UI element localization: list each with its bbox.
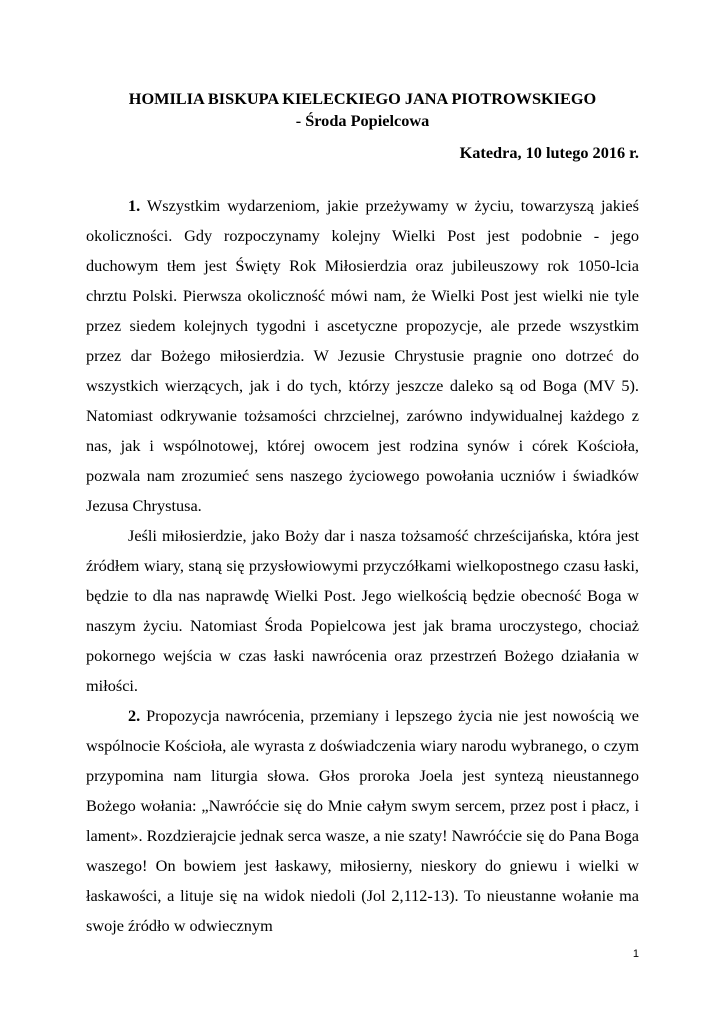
place-date: Katedra, 10 lutego 2016 r. <box>459 143 639 162</box>
paragraph-2 <box>86 521 639 701</box>
paragraph-3 <box>86 701 639 941</box>
paragraph-1 <box>86 191 639 521</box>
paragraph-number: 1. <box>128 196 141 215</box>
paragraph-text: Propozycja nawrócenia, przemiany i lepszego życia nie jest nowością we wspólnocie Kościoła, ale wyrasta z doświadczenia wiary narodu wybranego, o czym przypomina nam liturgia słowa. Głos proroka Joela jest syntezą nieustannego Bożego wołania: „Nawróćcie się do Mnie całym swym sercem, przez post i płacz, i lament». Rozdzierajcie jednak serca wasze, a nie szaty! Nawróćcie się do Pana Boga waszego! On bowiem jest łaskawy, miłosierny, nieskory do gniewu i wielki w łaskawości, a lituje się na widok niedoli (Jol 2,112-13). To nieustanne wołanie ma swoje źródło w odwiecznym <box>86 706 639 935</box>
paragraph-number: 2. <box>128 706 141 725</box>
paragraph-text: Jeśli miłosierdzie, jako Boży dar i nasza tożsamość chrześcijańska, która jest źródłem wiary, staną się przysłowiowymi przyczółkami wielkopostnego czasu łaski, będzie to dla nas naprawdę Wielki Post. Jego wielkością będzie obecność Boga w naszym życiu. Natomiast Środa Popielcowa jest jak brama uroczystego, chociaż pokornego wejścia w czas łaski nawrócenia oraz przestrzeń Bożego działania w miłości. <box>86 526 639 695</box>
document-title: HOMILIA BISKUPA KIELECKIEGO JANA PIOTROWSKIEGO <box>128 89 597 108</box>
document-subtitle: - Środa Popielcowa <box>295 111 430 130</box>
paragraph-text: Wszystkim wydarzeniom, jakie przeżywamy w życiu, towarzyszą jakieś okoliczności. Gdy rozpoczynamy kolejny Wielki Post jest podobnie - jego duchowym tłem jest Święty Rok Miłosierdzia oraz jubileuszowy rok 1050-lcia chrztu Polski. Pierwsza okoliczność mówi nam, że Wielki Post jest wielki nie tyle przez siedem kolejnych tygodni i ascetyczne propozycje, ale przede wszystkim przez dar Bożego miłosierdzia. W Jezusie Chrystusie pragnie ono dotrzeć do wszystkich wierzących, jak i do tych, którzy jeszcze daleko są od Boga (MV 5). Natomiast odkrywanie tożsamości chrzcielnej, zarówno indywidualnej każdego z nas, jak i wspólnotowej, której owocem jest rodzina synów i córek Kościoła, pozwala nam zrozumieć sens naszego życiowego powołania uczniów i świadków Jezusa Chrystusa. <box>86 196 639 515</box>
document-body <box>86 191 639 941</box>
page-number: 1 <box>632 948 639 960</box>
